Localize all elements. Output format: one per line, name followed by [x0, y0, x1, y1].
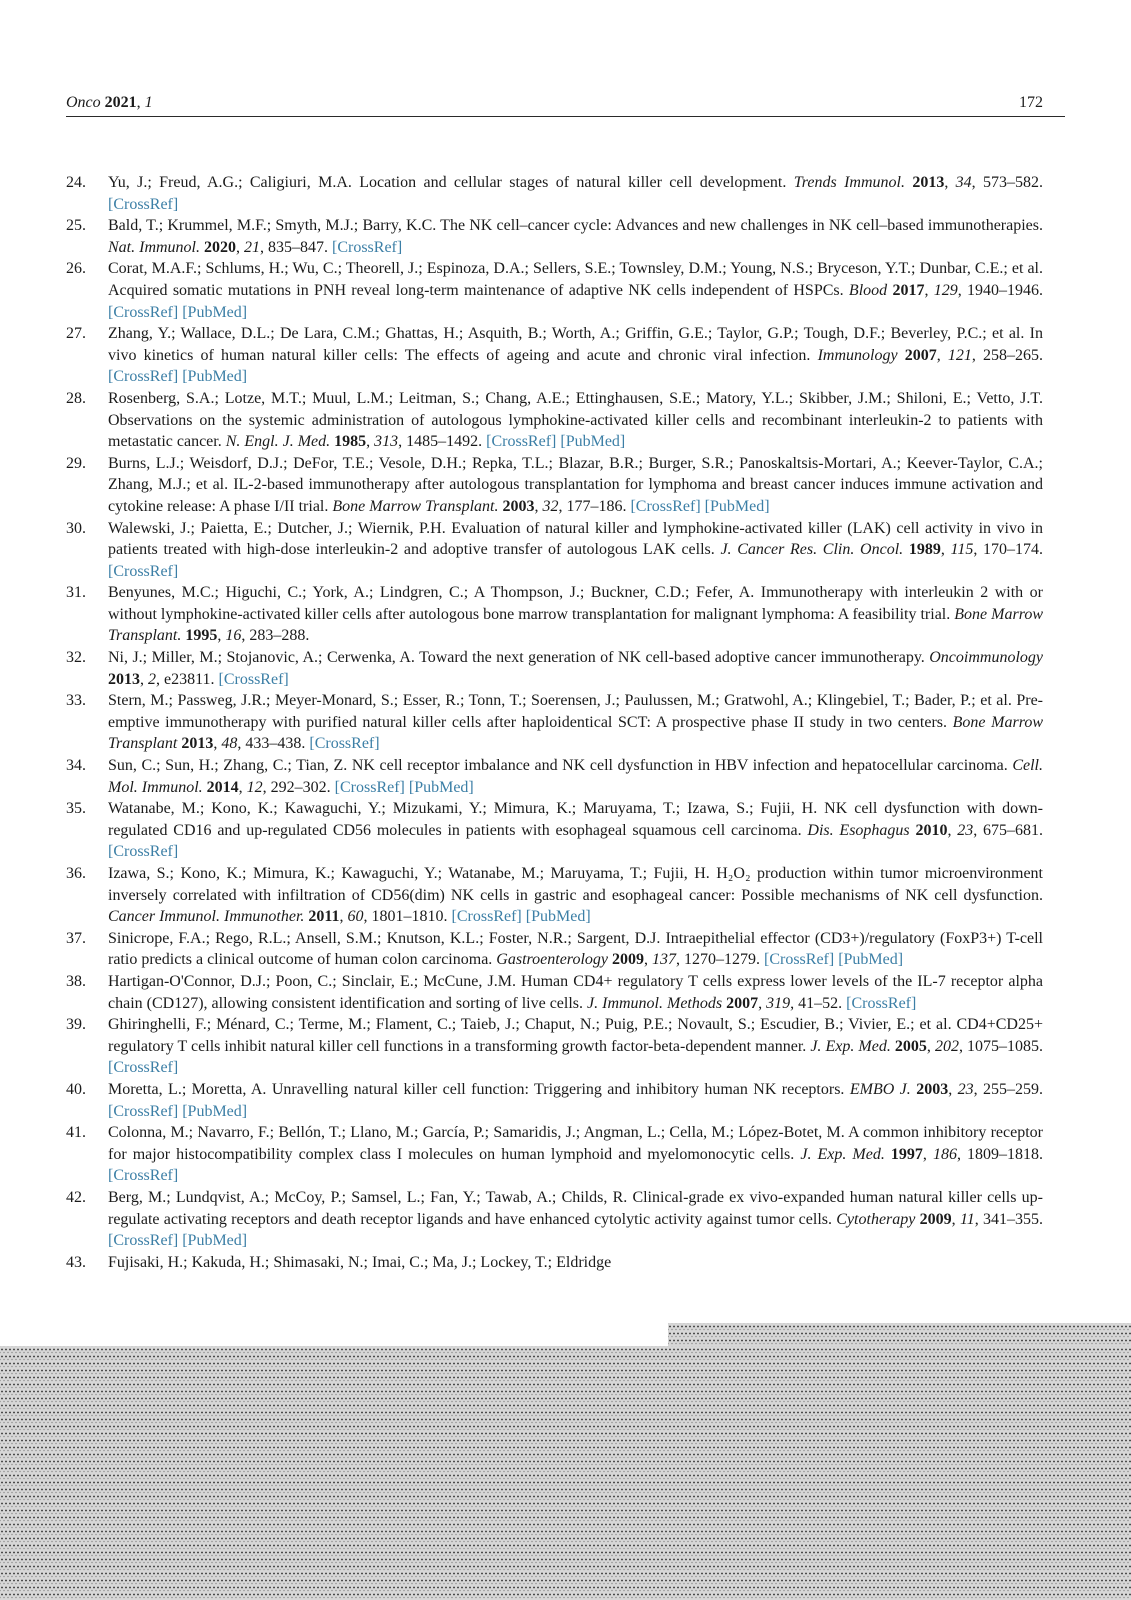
reference-text: Izawa, S.; Kono, K.; Mimura, K.; Kawaguchi, Y.; Watanabe, M.; Maruyama, T.; Fujii, H. H₂O₂ production within tumor microenvironment inversely correlated with infiltration of CD56(dim) NK cells in gastric and esophageal cancer: Possible mechanisms of NK cell dysfunction. — [108, 865, 1043, 904]
reference-number: 29. — [66, 454, 86, 472]
reference-text: 1995 — [185, 627, 218, 645]
reference-text: , — [366, 433, 375, 451]
reference-number: 42. — [66, 1188, 86, 1206]
reference-text: 2017 — [892, 281, 925, 299]
journal-issue-separator: , — [136, 94, 145, 111]
reference-text: Oncoimmunology — [929, 649, 1043, 667]
reference-text: 2003 — [502, 497, 535, 515]
journal-citation — [66, 92, 153, 114]
reference-item — [66, 518, 1043, 583]
reference-text: Walewski, J.; Paietta, E.; Dutcher, J.; Wiernik, P.H. Evaluation of natural killer and lymphokine-activated killer (LAK) cell activity in vivo in patients treated with high-dose interleukin-2 and adoptive transfer of autologous LAK cells. — [108, 519, 1043, 559]
journal-issue: 1 — [144, 94, 153, 111]
reference-text: , 170–174. — [973, 541, 1044, 559]
reference-item — [66, 755, 1043, 798]
reference-text: Trends Immunol. — [793, 174, 905, 191]
reference-text: , 1485–1492. — [398, 433, 487, 451]
reference-number: 33. — [66, 692, 86, 710]
reference-text: Fujisaki, H.; Kakuda, H.; Shimasaki, N.; Imai, C.; Ma, J.; Lockey, T.; Eldridge — [108, 1253, 612, 1271]
reference-text: , 258–265. — [971, 346, 1044, 364]
crossref-link[interactable]: [CrossRef] — [218, 670, 289, 688]
reference-number: 26. — [66, 260, 86, 278]
reference-number: 36. — [66, 865, 86, 882]
reference-text: , 292–302. — [262, 778, 335, 796]
reference-text: Bald, T.; Krummel, M.F.; Smyth, M.J.; Barry, K.C. The NK cell–cancer cycle: Advances and new challenges in NK cell–based immunotherapies. — [108, 217, 1043, 235]
reference-text: 23 — [957, 821, 974, 839]
crossref-link[interactable]: [CrossRef] — [108, 1102, 179, 1120]
reference-item — [66, 582, 1043, 647]
pubmed-link[interactable]: [PubMed] — [182, 1232, 248, 1250]
reference-text: , — [940, 541, 951, 559]
crossref-link[interactable]: [CrossRef] — [108, 303, 179, 321]
reference-item — [66, 388, 1043, 453]
pubmed-link[interactable]: [PubMed] — [408, 778, 474, 796]
pubmed-link[interactable]: [PubMed] — [182, 1102, 248, 1120]
reference-text: , 433–438. — [237, 735, 310, 753]
reference-text: Cancer Immunol. Immunother. — [108, 908, 305, 926]
reference-text: Bone Marrow Transplant. — [332, 497, 499, 515]
running-head — [66, 92, 1043, 114]
reference-text: Ni, J.; Miller, M.; Stojanovic, A.; Cerwenka, A. Toward the next generation of NK cell-based adoptive cancer immunotherapy. — [108, 649, 930, 667]
reference-text: , — [924, 281, 934, 299]
reference-text: Colonna, M.; Navarro, F.; Bellón, T.; Llano, M.; García, P.; Samaridis, J.; Angman, L.; Cella, M.; López-Botet, M. A common inhibitory receptor for major histocompatibility complex class I molecules on human lymphoid and myelomonocytic cells. — [108, 1124, 1043, 1163]
journal-year: 2021 — [104, 94, 137, 111]
reference-number: 28. — [66, 389, 86, 407]
crossref-link[interactable]: [CrossRef] — [108, 843, 179, 861]
reference-text: 202 — [934, 1037, 959, 1055]
reference-text: Immunology — [817, 346, 898, 364]
reference-text: 2011 — [308, 908, 340, 926]
reference-text: Gastroenterology — [496, 951, 608, 969]
reference-text: 2009 — [919, 1210, 952, 1228]
reference-text: , 41–52. — [790, 994, 847, 1012]
pubmed-link[interactable]: [PubMed] — [182, 303, 248, 321]
reference-text: , 177–186. — [558, 497, 631, 515]
reference-text: , 1075–1085. — [958, 1037, 1044, 1055]
reference-item — [66, 1079, 1043, 1122]
reference-item — [66, 971, 1043, 1014]
reference-number: 41. — [66, 1124, 86, 1142]
pubmed-link[interactable]: [PubMed] — [560, 433, 626, 451]
crossref-link[interactable]: [CrossRef] — [763, 951, 835, 969]
reference-text: , 255–259. — [973, 1080, 1044, 1098]
reference-item — [66, 172, 1043, 215]
reference-text: Bone Marrow Transplant — [108, 713, 1043, 753]
reference-number: 39. — [66, 1016, 86, 1034]
crossref-link[interactable]: [CrossRef] — [630, 497, 701, 515]
reference-text: 186 — [932, 1145, 957, 1163]
reference-text: 2020 — [204, 238, 236, 256]
crossref-link[interactable]: [CrossRef] — [108, 1167, 179, 1185]
reference-text: 1997 — [890, 1145, 923, 1163]
reference-text: Dis. Esophagus — [807, 821, 910, 839]
reference-number: 35. — [66, 800, 86, 818]
reference-text: 12 — [246, 778, 263, 796]
reference-text: Blood — [848, 281, 888, 299]
reference-text: , — [922, 1145, 933, 1163]
reference-text: Burns, L.J.; Weisdorf, D.J.; DeFor, T.E.; Vesole, D.H.; Repka, T.L.; Blazar, B.R.; Burger, S.R.; Panoskaltsis-Mortari, A.; Keever-Taylor, C.A.; Zhang, M.J.; et al. IL-2-based immunotherapy after autologous transplantation for lymphoma and breast cancer induces immune activation and cytokine release: A phase I/II trial. — [108, 454, 1043, 515]
reference-text: 2013 — [912, 174, 945, 191]
reference-number: 30. — [66, 519, 86, 537]
reference-text: , 341–355. — [974, 1210, 1044, 1228]
reference-number: 37. — [66, 929, 86, 947]
reference-text: 2005 — [894, 1037, 927, 1055]
reference-item — [66, 863, 1043, 928]
reference-text: , 1270–1279. — [675, 951, 764, 969]
reference-text: Sun, C.; Sun, H.; Zhang, C.; Tian, Z. NK cell receptor imbalance and NK cell dysfunction in HBV infection and hepatocellular carcinoma. — [108, 757, 1013, 775]
reference-text: EMBO J. — [849, 1080, 911, 1098]
reference-item — [66, 1014, 1043, 1079]
crossref-link[interactable]: [CrossRef] — [846, 994, 917, 1012]
reference-text: 2007 — [726, 994, 759, 1012]
obscured-region-full — [0, 1346, 1131, 1600]
crossref-link[interactable]: [CrossRef] — [486, 433, 557, 451]
reference-text: Corat, M.A.F.; Schlums, H.; Wu, C.; Theorell, J.; Espinoza, D.A.; Sellers, S.E.; Townsley, D.M.; Young, N.S.; Bryceson, Y.T.; Dunbar, C.E.; et al. Acquired somatic mutations in PNH reveal long-term maintenance of adaptive NK cells independent of HSPCs. — [108, 260, 1043, 299]
reference-text: 2013 — [181, 735, 214, 753]
reference-text: , — [238, 778, 247, 796]
reference-number: 38. — [66, 972, 86, 990]
reference-text: Watanabe, M.; Kono, K.; Kawaguchi, Y.; Mizukami, Y.; Mimura, K.; Maruyama, T.; Izawa, S.; Fujii, H. NK cell dysfunction with down-regulated CD16 and up-regulated CD56 molecules in patients with esophageal squamous cell carcinoma. — [108, 800, 1043, 839]
reference-item — [66, 690, 1043, 755]
reference-text: , — [947, 821, 958, 839]
pubmed-link[interactable]: [PubMed] — [704, 497, 770, 515]
reference-text: Hartigan-O'Connor, D.J.; Poon, C.; Sinclair, E.; McCune, J.M. Human CD4+ regulatory T cells express lower levels of the IL-7 receptor alpha chain (CD127), allowing consistent identification and sorting of live cells. — [108, 972, 1043, 1012]
crossref-link[interactable]: [CrossRef] — [309, 735, 380, 753]
reference-item — [66, 1122, 1043, 1187]
reference-text: , — [944, 174, 956, 191]
reference-item — [66, 1187, 1043, 1252]
reference-text: , 573–582. — [971, 174, 1044, 191]
reference-number: 24. — [66, 174, 86, 191]
reference-text: Benyunes, M.C.; Higuchi, C.; York, A.; Lindgren, C.; A Thompson, J.; Buckner, C.D.; Fefer, A. Immunotherapy with interleukin 2 with or without lymphokine-activated killer cells after autologous bone marrow transplantation for malignant lymphoma: A feasibility trial. — [108, 584, 1043, 623]
reference-text: , — [213, 735, 222, 753]
reference-item — [66, 323, 1043, 388]
reference-text: 16 — [225, 627, 242, 645]
reference-text: , — [140, 670, 148, 688]
reference-text: 121 — [947, 346, 972, 364]
reference-text: 48 — [221, 735, 238, 753]
reference-text: J. Cancer Res. Clin. Oncol. — [720, 541, 904, 559]
reference-text: , 675–681. — [973, 821, 1044, 839]
reference-text: 313 — [374, 433, 399, 451]
reference-text: , 1940–1946. — [957, 281, 1044, 299]
crossref-link[interactable]: [CrossRef] — [108, 1059, 179, 1077]
journal-name: Onco — [66, 94, 101, 111]
crossref-link[interactable]: [CrossRef] — [108, 368, 179, 386]
reference-text: , — [951, 1210, 960, 1228]
reference-text: Sinicrope, F.A.; Rego, R.L.; Ansell, S.M.; Knutson, K.L.; Foster, N.R.; Sargent, D.J. Intraepithelial effector (CD3+)/regulatory (FoxP3+) T-cell ratio predicts a clinical outcome of human colon carcinoma. — [108, 929, 1043, 969]
reference-text: 2009 — [611, 951, 644, 969]
reference-text: Zhang, Y.; Wallace, D.L.; De Lara, C.M.; Ghattas, H.; Asquith, B.; Worth, A.; Griffin, G.E.; Taylor, G.P.; Tough, D.F.; Beverley, P.C.; et al. In vivo kinetics of human natural killer cells: The effects of ageing and acute and chronic viral infection. — [108, 325, 1043, 364]
reference-text: , 1801–1810. — [363, 908, 452, 926]
reference-text: 60 — [347, 908, 364, 926]
reference-text: Moretta, L.; Moretta, A. Unravelling natural killer cell function: Triggering and inhibitory human NK receptors. — [108, 1080, 850, 1098]
reference-text: Yu, J.; Freud, A.G.; Caligiuri, M.A. Location and cellular stages of natural killer cell development. — [108, 174, 794, 191]
reference-text: 34 — [955, 174, 972, 191]
reference-text: , — [758, 994, 767, 1012]
reference-item — [66, 647, 1043, 690]
reference-text: Nat. Immunol. — [108, 238, 200, 256]
reference-text: J. Exp. Med. — [810, 1037, 891, 1055]
reference-text: 319 — [766, 994, 791, 1012]
reference-text: , 1809–1818. — [956, 1145, 1044, 1163]
reference-item — [66, 928, 1043, 971]
reference-text: , — [534, 497, 543, 515]
reference-number: 43. — [66, 1253, 86, 1271]
reference-number: 34. — [66, 757, 86, 775]
reference-text: Cell. Mol. Immunol. — [108, 757, 1043, 796]
pubmed-link[interactable]: [PubMed] — [182, 368, 248, 386]
reference-number: 32. — [66, 649, 86, 667]
crossref-link[interactable]: [CrossRef] — [332, 238, 403, 256]
crossref-link[interactable]: [CrossRef] — [451, 908, 522, 926]
reference-text: , — [926, 1037, 935, 1055]
reference-text: Berg, M.; Lundqvist, A.; McCoy, P.; Samsel, L.; Fan, Y.; Tawab, A.; Childs, R. Clinical-grade ex vivo-expanded human natural killer cells up-regulate activating receptors and death receptor ligands and have enhanced cytolytic activity against tumor cells. — [108, 1188, 1043, 1228]
reference-text: , — [339, 908, 348, 926]
pubmed-link[interactable]: [PubMed] — [838, 951, 904, 969]
page-number: 172 — [1019, 94, 1043, 111]
reference-text: , — [643, 951, 652, 969]
reference-text: 32 — [542, 497, 559, 515]
reference-text: , — [236, 238, 244, 256]
reference-text: 1989 — [908, 541, 941, 559]
reference-text: Cytotherapy — [836, 1210, 916, 1228]
reference-text: J. Exp. Med. — [800, 1145, 885, 1163]
reference-text: Ghiringhelli, F.; Ménard, C.; Terme, M.; Flament, C.; Taieb, J.; Chaput, N.; Puig, P.E.; Novault, S.; Escudier, B.; Vivier, E.; et al. CD4+CD25+ regulatory T cells inhibit natural killer cell functions in a transforming growth factor-beta-dependent manner. — [108, 1016, 1043, 1055]
reference-text: 2003 — [916, 1080, 949, 1098]
reference-text: J. Immunol. Methods — [587, 994, 723, 1012]
reference-text: , e23811. — [156, 670, 219, 688]
reference-text: Bone Marrow Transplant. — [108, 605, 1043, 645]
reference-text: 1985 — [334, 433, 367, 451]
reference-number: 25. — [66, 217, 86, 235]
reference-item — [66, 258, 1043, 323]
reference-text: 137 — [651, 951, 676, 969]
reference-number: 27. — [66, 325, 86, 343]
reference-text: , — [217, 627, 226, 645]
reference-text: Rosenberg, S.A.; Lotze, M.T.; Muul, L.M.; Leitman, S.; Chang, A.E.; Ettinghausen, S.E.; Matory, Y.L.; Skibber, J.M.; Shiloni, E.; Vetto, J.T. Observations on the systemic administration of autologous lymphokine-activated killer cells and recombinant interleukin-2 to patients with metastatic cancer. — [108, 389, 1043, 451]
reference-text: 11 — [959, 1210, 975, 1228]
reference-text: 129 — [933, 281, 958, 299]
reference-item — [66, 215, 1043, 258]
reference-text: 2013 — [108, 670, 140, 688]
crossref-link[interactable]: [CrossRef] — [108, 195, 179, 213]
header-rule — [66, 116, 1065, 117]
reference-text: 2 — [148, 670, 156, 688]
reference-text: 21 — [244, 238, 260, 256]
reference-text: , 283–288. — [241, 627, 310, 645]
crossref-link[interactable]: [CrossRef] — [334, 778, 405, 796]
reference-text: 115 — [950, 541, 974, 559]
reference-number: 31. — [66, 584, 86, 602]
reference-number: 40. — [66, 1080, 86, 1098]
reference-text: , — [948, 1080, 958, 1098]
crossref-link[interactable]: [CrossRef] — [108, 562, 179, 580]
reference-list — [66, 172, 1043, 1273]
reference-item — [66, 798, 1043, 863]
reference-text: , — [936, 346, 948, 364]
reference-text: 2014 — [206, 778, 239, 796]
reference-item — [66, 1252, 1043, 1274]
reference-text: N. Engl. J. Med. — [225, 433, 331, 451]
reference-text — [898, 347, 905, 364]
reference-text: Stern, M.; Passweg, J.R.; Meyer-Monard, S.; Esser, R.; Tonn, T.; Soerensen, J.; Paulussen, M.; Gratwohl, A.; Klingebiel, T.; Bader, P.; et al. Pre-emptive immunotherapy with purified natural killer cells after haploidentical SCT: A prospective phase II study in two centers. — [108, 692, 1043, 731]
reference-text: 2010 — [915, 821, 948, 839]
reference-text: 2007 — [904, 346, 937, 364]
pubmed-link[interactable]: [PubMed] — [525, 908, 591, 926]
crossref-link[interactable]: [CrossRef] — [108, 1232, 179, 1250]
reference-text: 23 — [957, 1080, 974, 1098]
reference-text: , 835–847. — [260, 238, 332, 256]
reference-item — [66, 453, 1043, 518]
